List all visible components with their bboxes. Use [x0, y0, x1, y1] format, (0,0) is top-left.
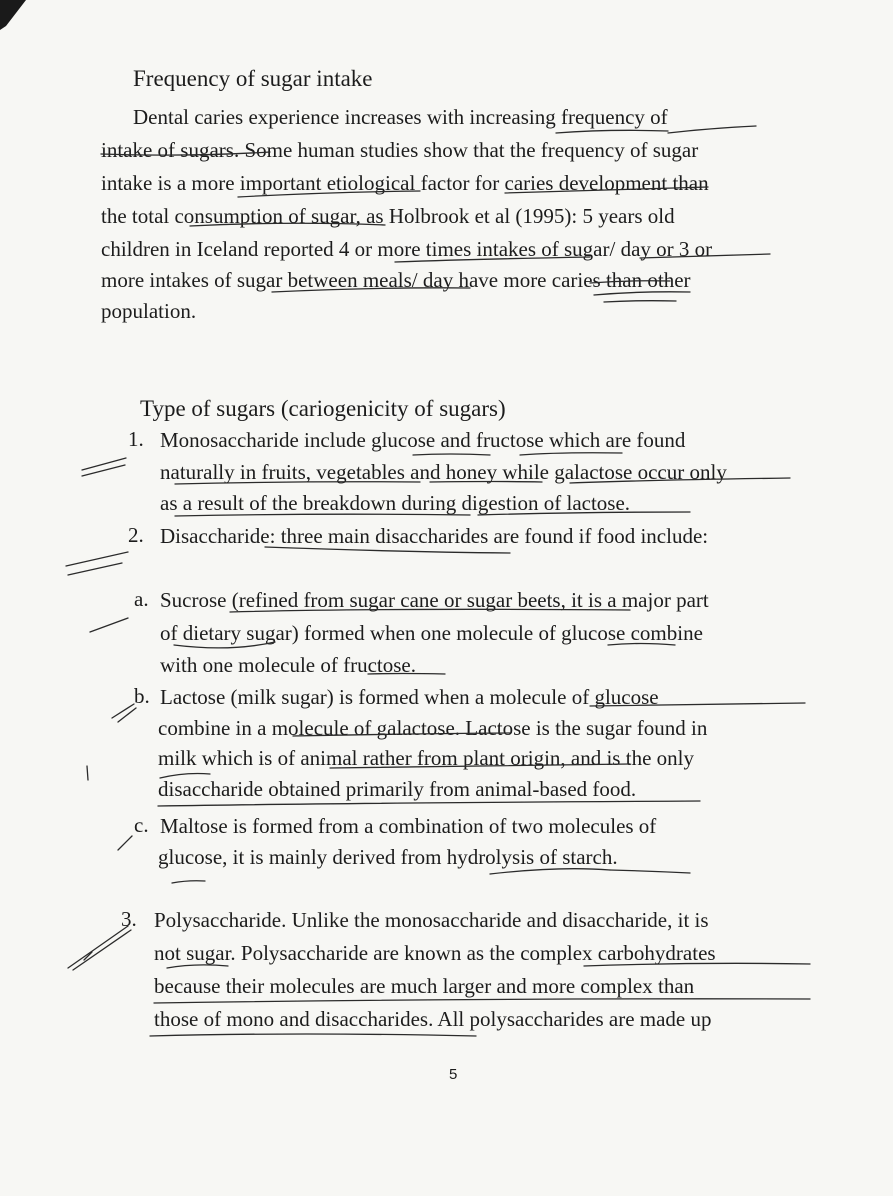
sub-list-marker: a. — [134, 587, 149, 611]
sub-item-line: Lactose (milk sugar) is formed when a molecule of glucose — [160, 685, 659, 709]
list-item-line: Polysaccharide. Unlike the monosaccharide and disaccharide, it is — [154, 908, 709, 932]
paragraph-line: population. — [101, 299, 197, 323]
sub-item-line: Sucrose (refined from sugar cane or sugar beets, it is a major part — [160, 588, 709, 612]
list-item-line: because their molecules are much larger and more complex than — [154, 974, 695, 998]
sub-item-line: with one molecule of fructose. — [160, 653, 416, 677]
list-item-line: as a result of the breakdown during digestion of lactose. — [160, 491, 631, 515]
sub-item-line: Maltose is formed from a combination of two molecules of — [160, 814, 657, 838]
underline-marks — [101, 126, 810, 1036]
sub-list-marker: c. — [134, 813, 149, 837]
section-heading-type-of-sugars: Type of sugars (cariogenicity of sugars) — [140, 396, 506, 421]
list-item-line: naturally in fruits, vegetables and honey while galactose occur only — [160, 460, 727, 484]
sub-item-line: milk which is of animal rather from plant origin, and is the only — [158, 746, 694, 770]
list-marker: 3. — [121, 907, 137, 931]
sub-item-line: glucose, it is mainly derived from hydrolysis of starch. — [158, 845, 618, 869]
paragraph-line: the total consumption of sugar, as Holbrook et al (1995): 5 years old — [101, 204, 675, 228]
paragraph-line: more intakes of sugar between meals/ day have more caries than other — [101, 268, 691, 292]
list-marker: 1. — [128, 427, 144, 451]
sub-item-line: combine in a molecule of galactose. Lactose is the sugar found in — [158, 716, 708, 740]
sub-list-marker: b. — [134, 684, 150, 708]
scan-corner-mark — [0, 0, 28, 30]
paragraph-line: children in Iceland reported 4 or more times intakes of sugar/ day or 3 or — [101, 237, 713, 261]
paragraph-line: Dental caries experience increases with increasing frequency of — [133, 105, 668, 129]
list-marker: 2. — [128, 523, 144, 547]
sub-item-line: of dietary sugar) formed when one molecule of glucose combine — [160, 621, 703, 645]
list-item-line: Disaccharide: three main disaccharides are found if food include: — [160, 524, 709, 548]
page-number: 5 — [449, 1066, 458, 1083]
paragraph-line: intake of sugars. Some human studies show that the frequency of sugar — [101, 138, 699, 162]
list-item-line: those of mono and disaccharides. All polysaccharides are made up — [154, 1007, 712, 1031]
list-item-line: not sugar. Polysaccharide are known as the complex carbohydrates — [154, 941, 716, 965]
list-item-line: Monosaccharide include glucose and fructose which are found — [160, 428, 686, 452]
sub-item-line: disaccharide obtained primarily from animal-based food. — [158, 777, 637, 801]
paragraph-line: intake is a more important etiological factor for caries development than — [101, 171, 709, 195]
section-heading-frequency: Frequency of sugar intake — [133, 66, 373, 91]
